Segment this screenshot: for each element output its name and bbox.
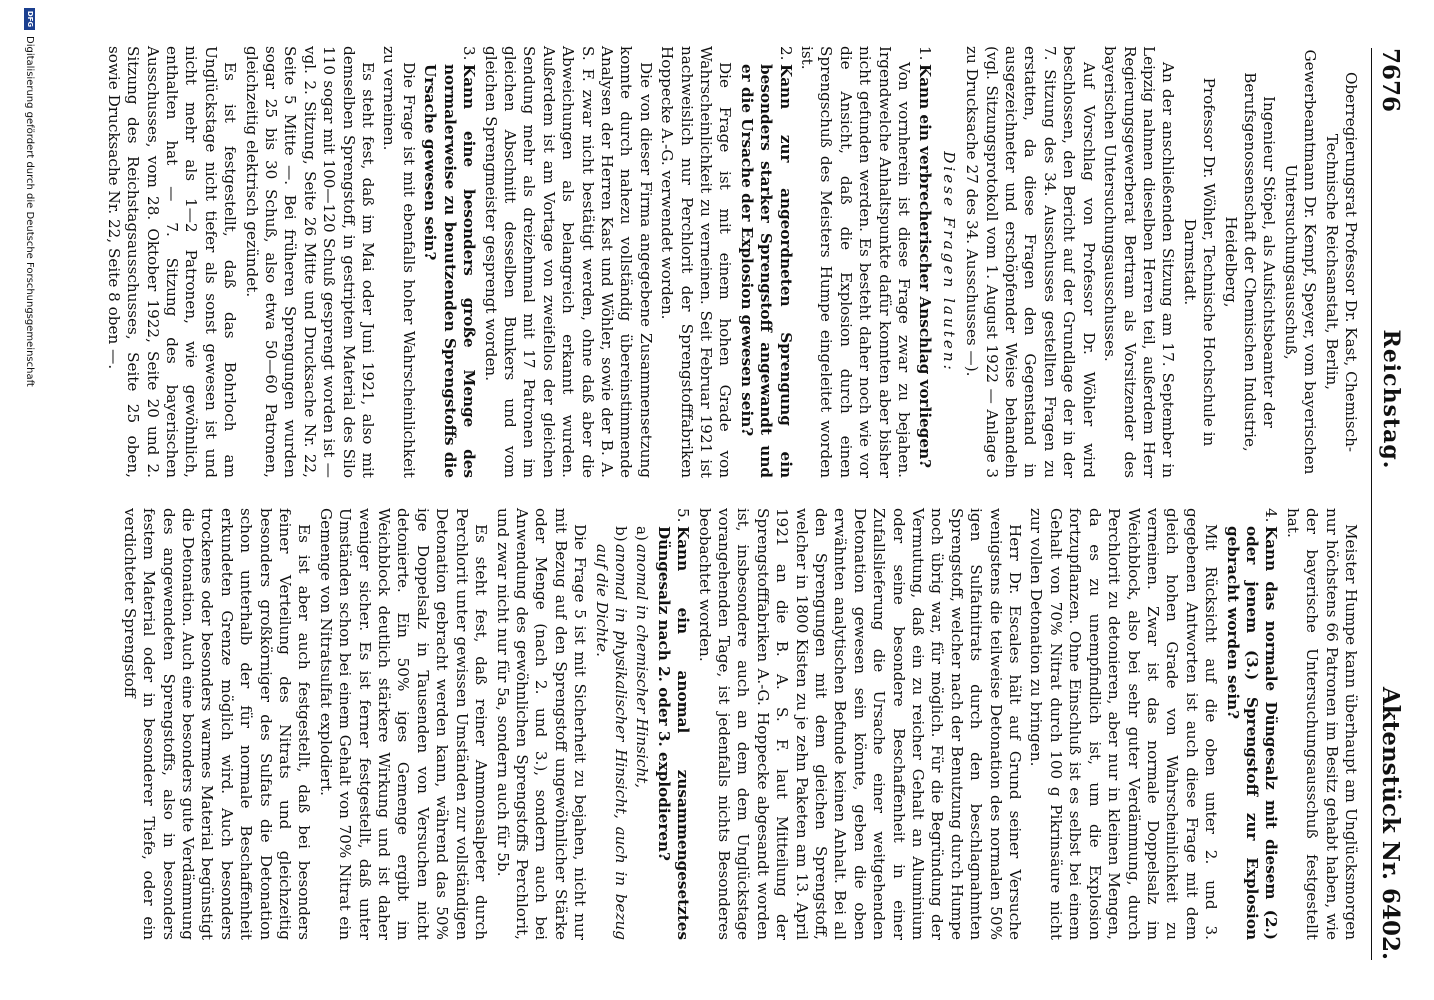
answer-paragraph: Die Frage ist mit ebenfalls hoher Wahrscheinlichkeit zu verneinen. xyxy=(380,46,418,478)
paragraph: Auf Vorschlag von Professor Dr. Wöhler wird beschlossen, den Bericht auf der Grundlage der in der 7. Sitzung des 34. Ausschusses gestellten Fragen zu erstatten, da diese Fragen den Gegenstand in ausgezeichneter und erschöpfender Weise behandeln (vgl. Sitzungsprotokoll vom 1. August 1922 — Anlage 3 zu Drucksache 27 des 34. Ausschusses —). xyxy=(963,46,1098,478)
question-1 xyxy=(915,46,934,478)
question-4 xyxy=(1222,508,1280,940)
question-number: 2. xyxy=(776,46,795,61)
answer-paragraph: Es steht fest, daß reiner Ammonsalpeter durch Perchlorit unter gewissen Umständen zur vollständigen Detonation gebracht werden kann, während das 50% ige Doppelsalz in Tausenden von Versuchen nicht detonierte. Ein 50% iges Gemenge ergibt im Weichblock deutlich stärkere Wirkung und ist daher weniger sicher. Es ist ferner festgestellt, daß unter Umständen schon bei einem Gehalt von 70% Nitrat ein Gemenge von Nitratsulfat explodiert. xyxy=(316,508,491,940)
answer-paragraph: Von vornherein ist diese Frage zwar zu bejahen. Irgendwelche Anhaltspunkte dafür konnten aber bisher nicht gefunden werden. Es besteht daher noch wie vor die Ansicht, daß die Explosion durch einen Sprengschuß des Meisters Humpe eingeleitet worden ist. xyxy=(798,46,914,478)
left-column xyxy=(101,46,1360,478)
question-number: 3. xyxy=(460,46,479,61)
question-text: Kann ein verbrecherischer Anschlag vorliegen? xyxy=(916,64,935,469)
question-number: 5. xyxy=(674,508,693,523)
signer-4: Professor Dr. Wöhler, Technische Hochschule in Darmstadt. xyxy=(1180,77,1219,447)
item-label: b) xyxy=(611,526,630,542)
question-3 xyxy=(420,46,478,478)
answer-paragraph: Es ist festgestellt, daß das Bohrloch am Unglückstage nicht tiefer als sonst gewesen ist und nicht mehr als 1—2 Patronen, wie gewöhnlich, enthalten hat — 7. Sitzung des bayerischen Ausschusses, vom 28. Oktober 1922, Seite 20 und 2. Sitzung des Reichstagsausschusses, Seite 25 oben, sowie Drucksache Nr. 22, Seite 8 oben —. xyxy=(104,46,240,478)
question-text: Kann das normale Düngesalz mit diesem (2.) oder jenem (3.) Sprengstoff zur Explosion gebracht worden sein? xyxy=(1223,526,1281,940)
question-number: 4. xyxy=(1262,508,1281,523)
answer-paragraph: Es ist aber auch festgestellt, daß bei besonders feiner Verteilung des Nitrats und gleichzeitig besonders großkörniger des Sulfats die Detonation schon unterhalb der für normale Beschaffenheit erkundeten Grenze möglich wird. Auch besonders trockenes oder besonders warmes Material begünstigt die Detonation. Auch eine besonders gute Verdämmung des angewendeten Sprengstoffs, also in besonders festem Material oder in besonderer Tiefe, oder ein verdichteter Sprengstoff xyxy=(120,508,314,940)
question-5 xyxy=(653,508,692,940)
question-5b xyxy=(591,508,630,940)
question-text: Kann zur angeordneten Sprengung ein besonders starker Sprengstoff angewandt und er die Ursache der Explosion gewesen sein? xyxy=(737,64,795,478)
page-content xyxy=(59,0,1434,1000)
answer-paragraph: Mit Rücksicht auf die oben unter 2. und 3. gegebenen Antworten ist auch diese Frage mit dem gleich hohen Grade von Wahrscheinlichkeit zu verneinen. Zwar ist das normale Doppelsalz im Weichblock, also bei sehr guter Verdämmung, durch Perchlorit zu detonieren, aber nur in kleinen Mengen, da es zu unempfindlich ist, um die Explosion fortzupflanzen. Ohne Einschluß ist es selbst bei einem Gehalt von 70% Nitrat durch 100 g Pikrinsäure nicht zur vollen Detonation zu bringen. xyxy=(1027,508,1221,940)
answer-paragraph: Die von dieser Firma angegebene Zusammensetzung konnte durch nahezu vollständig übereinstimmende Analysen der Herren Kast und Wöhler, sowie der B. A. S. F. zwar nicht bestätigt werden, ohne daß aber die Abweichungen als belangreich erkannt wurden. Außerdem ist am Vortage von zweifellos der gleichen Sendung mehr als dreizehnmal mit 17 Patronen im gleichen Abschnitt desselben Bunkers und vom gleichen Sprengmeister gesprengt worden. xyxy=(481,46,655,478)
question-number: 1. xyxy=(916,46,935,61)
item-label: a) xyxy=(633,526,652,541)
item-text: anomal in chemischer Hinsicht, xyxy=(633,544,652,789)
question-5a xyxy=(632,508,651,940)
question-text: Kann eine besonders große Menge des normalerweise zu benutzenden Sprengstoffs die Ursache gewesen sein? xyxy=(421,64,479,478)
dfg-logo-icon: DFG xyxy=(24,8,35,30)
header-title: Reichstag. xyxy=(1378,329,1404,470)
signer-1: Oberregierungsrat Professor Dr. Kast, Chemisch-Technische Reichsanstalt, Berlin, xyxy=(1322,71,1360,453)
page-header xyxy=(1371,48,1410,960)
page-number: 7676 xyxy=(1377,48,1405,113)
question-2 xyxy=(736,46,794,478)
question-text: Kann ein anomal zusammengesetztes Düngesalz nach 2. oder 3. explodieren? xyxy=(654,526,693,940)
digitization-footer xyxy=(0,0,59,1000)
answer-paragraph: Die Frage 5 ist mit Sicherheit zu bejahen, nicht nur mit Bezug auf den Sprengstoff ungewöhnlicher Stärke oder Menge (nach 2. und 3.), sondern auch bei Anwendung des gewöhnlichen Sprengstoffs Perchlorit, und zwar nicht nur für 5a, sondern auch für 5b. xyxy=(493,508,590,940)
answer-paragraph: Meister Humpe kann überhaupt am Unglücksmorgen nur höchstens 66 Patronen im Besitz gehabt haben, wie der bayerische Untersuchungsausschuß festgestellt hat. xyxy=(1283,508,1360,940)
paragraph: An der anschließenden Sitzung am 17. September in Leipzig nahmen dieselben Herren teil, außerdem Herr Regierungsgewerberat Bertram als Vorsitzender des bayerischen Untersuchungsausschusses. xyxy=(1101,46,1178,478)
right-column xyxy=(117,508,1360,940)
answer-paragraph: Herr Dr. Escales hält auf Grund seiner Versuche wenigstens die teilweise Detonation des normalen 50% igen Sulfatnitrats durch den beschlagnahmten Sprengstoff, welcher nach der Benutzung durch Humpe noch übrig war, für möglich. Für die Begründung der Vermutung, daß ein zu reicher Gehalt an Aluminium oder seine besondere Beschaffenheit in einer Zufallslieferung die Ursache einer weitgehenden Detonation gewesen sein könnte, geben die oben erwähnten analytischen Befunde keinen Anhalt. Bei all den Sprengungen mit dem gleichen Sprengstoff, welcher in 1800 Kisten zu je zehn Paketen am 13. April 1921 an die B. A. S. F. laut Mitteilung der Sprengstofffabriken A.-G. Hoppecke abgesandt worden ist, insbesondere auch an dem dem Unglückstage vorangehenden Tage, ist jedenfalls nichts Besonderes beobachtet worden. xyxy=(695,508,1025,940)
document-reference: Aktenstück Nr. 6402. xyxy=(1377,686,1405,960)
answer-paragraph: Die Frage ist mit einem hohen Grade von Wahrscheinlichkeit zu verneinen. Seit Februar 1921 ist nachweislich nur Perchlorit der Sprengstofffabriken Hoppecke A.-G. verwendet worden. xyxy=(658,46,735,478)
answer-paragraph: Es steht fest, daß im Mai oder Juni 1921, also mit demselben Sprengstoff, in gestriptem Material des Silo 110 sogar mit 100—120 Schuß gesprengt worden ist — vgl. 2. Sitzung, Seite 26 Mitte und Drucksache Nr. 22, Seite 5 Mitte —. Bei früheren Sprengungen wurden sogar 25 bis 30 Schuß, also etwa 50—60 Patronen, gleichzeitig elektrisch gezündet. xyxy=(242,46,378,478)
signer-2: Gewerbeamtmann Dr. Kempf, Speyer, vom bayerischen Untersuchungsausschuß, xyxy=(1281,49,1320,475)
item-text: anomal in physikalischer Hinsicht, auch in bezug auf die Dichte. xyxy=(592,544,630,940)
signer-3: Ingenieur Stöpel, als Aufsichtsbeamter der Berufsgenossenschaft der Chemischen Industrie, Heidelberg, xyxy=(1221,72,1279,452)
section-heading: Diese Fragen lauten: xyxy=(939,151,958,373)
footer-text: Digitalisierung gefördert durch die Deutsche Forschungsgemeinschaft xyxy=(24,36,35,387)
